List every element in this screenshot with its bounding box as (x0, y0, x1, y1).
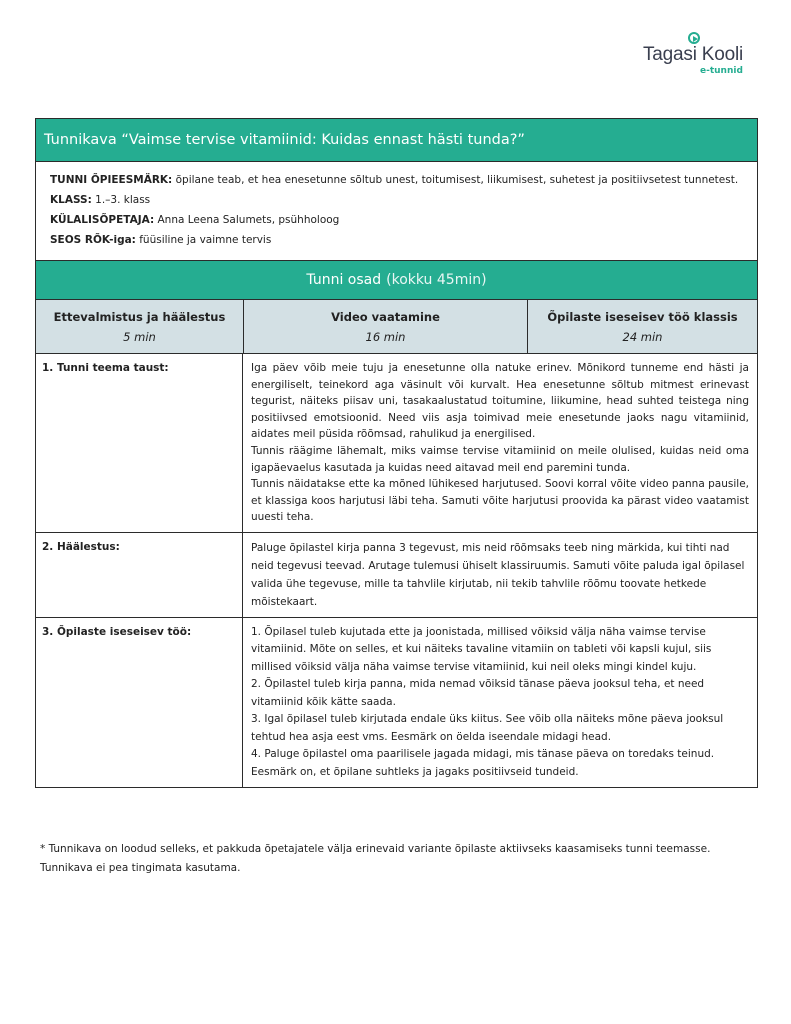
parts-columns (36, 300, 757, 354)
teacher-label: KÜLALISÕPETAJA: (50, 214, 155, 226)
table-row (36, 533, 757, 618)
column-video (244, 300, 528, 353)
lesson-info (36, 162, 757, 260)
table-row (36, 618, 757, 788)
paragraph: 4. Paluge õpilastel oma paarilisele jagada midagi, mis tänase päeva on toredaks teinud. Eesmärk on, et õpilane suhtleks ja jagaks positiivseid tundeid. (251, 748, 715, 778)
paragraph: 1. Õpilasel tuleb kujutada ette ja joonistada, millised võiksid välja näha vaimse tervise vitamiinid. Mõte on selles, et kui näiteks tavaline vitamiin on tableti või kapsli kujul, siis millised võiksid välja näha vaimse tervise vitamiinid, kui neil oleks mingi kindel kuju. (251, 625, 712, 673)
tagasi-kooli-logo (640, 30, 750, 80)
lesson-info-box (35, 118, 758, 261)
footnote: * Tunnikava on loodud selleks, et pakkuda õpetajatele välja erinevaid variante õpilaste aktiivseks kaasamiseks tunni teemasse. Tunnikava ei pea tingimata kasutama. (40, 843, 711, 874)
goal-label: TUNNI ÕPIEESMÄRK: (50, 174, 173, 186)
class-text: 1.–3. klass (91, 194, 151, 206)
row-content (243, 354, 757, 532)
row-label: 1. Tunni teema taust: (36, 354, 243, 532)
column-preparation (36, 300, 244, 353)
class-label: KLASS: (50, 194, 92, 206)
logo-brand: Tagasi Kooli (643, 44, 744, 65)
column-duration: 24 min (622, 329, 663, 344)
rok-text: füüsiline ja vaimne tervis (135, 234, 272, 246)
table-row (36, 354, 757, 533)
column-independent-work (528, 300, 757, 353)
play-circle-icon (688, 32, 700, 44)
lesson-parts-table (35, 261, 758, 788)
logo-subtitle: e-tunnid (700, 66, 743, 76)
row-content (243, 618, 757, 788)
parts-title: Tunni osad (306, 272, 382, 288)
paragraph: 2. Õpilastel tuleb kirja panna, mida nemad võiksid tänase päeva jooksul teha, et need vitamiinid kõik kätte saada. (251, 678, 705, 708)
lesson-plan (35, 118, 758, 788)
rok-label: SEOS RÕK-iga: (50, 234, 136, 246)
column-name: Ettevalmistus ja häälestus (53, 309, 226, 324)
teacher-line (50, 210, 743, 230)
row-label: 3. Õpilaste iseseisev töö: (36, 618, 243, 788)
goal-text: õpilane teab, et hea enesetunne sõltub unest, toitumisest, liikumisest, suhetest ja positiivsetest tunnetest. (172, 174, 739, 186)
teacher-text: Anna Leena Salumets, psühholoog (154, 214, 340, 226)
goal-line (50, 170, 743, 190)
paragraph: Tunnis räägime lähemalt, miks vaimse tervise vitamiinid on meile olulised, kuidas neid oma igapäevaelus kasutada ja kuidas need aitavad meil end paremini tunda. (251, 444, 749, 474)
lesson-title: Tunnikava “Vaimse tervise vitamiinid: Kuidas ennast hästi tunda?” (36, 119, 757, 162)
column-name: Video vaatamine (331, 309, 440, 324)
parts-total: (kokku 45min) (386, 272, 487, 288)
paragraph: 3. Igal õpilasel tuleb kirjutada endale üks kiitus. See võib olla näiteks mõne päeva jooksul tehtud hea asja eest vms. Eesmärk on öelda iseendale midagi head. (251, 713, 724, 743)
column-duration: 5 min (123, 329, 156, 344)
paragraph: Tunnis näidatakse ette ka mõned lühikesed harjutused. Soovi korral võite video panna pausile, et klassiga koos harjutusi läbi teha. Samuti võite harjutusi proovida ka pärast video vaatamist uuesti teha. (251, 478, 749, 524)
column-duration: 16 min (365, 329, 406, 344)
paragraph: Iga päev võib meie tuju ja enesetunne olla natuke erinev. Mõnikord tunneme end hästi ja energiliselt, teinekord aga väsinult või kurvalt. Hea enesetunne sõltub mitmest erinevast tegurist, näiteks piisav uni, tasakaalustatud toitumine, liikumine, head suhted teistega ning positiivsed emotsioonid. Need viis asja toimivad meie enesetunde jaoks nagu vitamiinid, aidates meil püsida rõõmsad, rahulikud ja energilised. (251, 362, 749, 441)
row-content (243, 533, 757, 617)
column-name: Õpilaste iseseisev töö klassis (547, 309, 738, 324)
paragraph: Paluge õpilastel kirja panna 3 tegevust, mis neid rõõmsaks teeb ning märkida, kui tihti nad neid tegevusi teevad. Arutage tulemusi ühiselt klassiruumis. Samuti võite paluda igal õpilasel valida ühe tegevuse, mille ta tahvlile kirjutab, nii tekib tahvlile rõõmu toovate hetkede mõistekaart. (251, 541, 745, 608)
rok-line (50, 230, 743, 250)
row-label: 2. Häälestus: (36, 533, 243, 617)
class-line (50, 190, 743, 210)
parts-header (36, 261, 757, 300)
